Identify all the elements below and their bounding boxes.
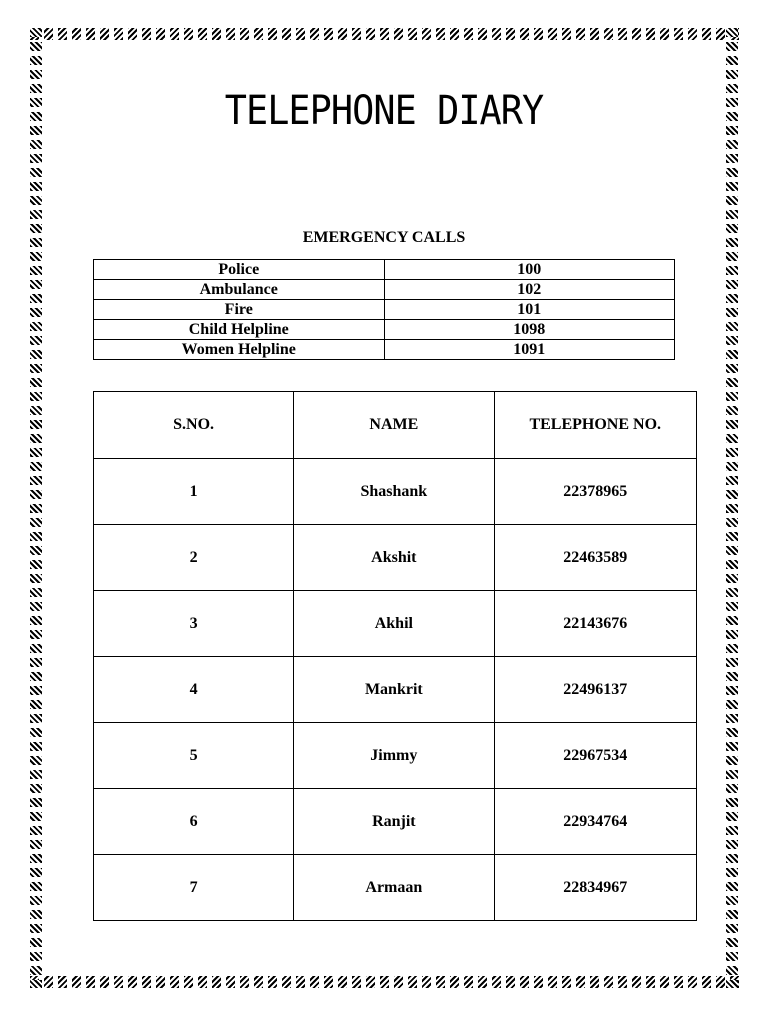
table-row	[94, 723, 697, 789]
table-row	[94, 260, 675, 280]
emergency-service: Police	[94, 260, 385, 280]
emergency-service: Child Helpline	[94, 320, 385, 340]
table-row	[94, 340, 675, 360]
contact-sno: 3	[94, 591, 294, 657]
contact-sno: 4	[94, 657, 294, 723]
table-row	[94, 657, 697, 723]
table-header-row	[94, 392, 697, 459]
contact-name: Mankrit	[294, 657, 494, 723]
column-header-telephone: TELEPHONE NO.	[494, 392, 697, 459]
contact-sno: 5	[94, 723, 294, 789]
decorative-border-top	[30, 28, 740, 40]
contact-phone: 22378965	[494, 459, 697, 525]
emergency-calls-heading: EMERGENCY CALLS	[302, 229, 466, 246]
contact-phone: 22934764	[494, 789, 697, 855]
decorative-border-left	[30, 28, 42, 988]
contact-phone: 22143676	[494, 591, 697, 657]
page-title: TELEPHONE DIARY	[224, 88, 544, 134]
emergency-number: 102	[384, 280, 675, 300]
contact-phone: 22463589	[494, 525, 697, 591]
table-row	[94, 591, 697, 657]
emergency-calls-table	[93, 259, 675, 360]
contact-name: Ranjit	[294, 789, 494, 855]
contact-sno: 7	[94, 855, 294, 921]
table-row	[94, 320, 675, 340]
contact-phone: 22967534	[494, 723, 697, 789]
table-row	[94, 280, 675, 300]
decorative-border-bottom	[30, 976, 740, 988]
emergency-service: Ambulance	[94, 280, 385, 300]
contact-name: Akshit	[294, 525, 494, 591]
contact-sno: 1	[94, 459, 294, 525]
contact-name: Jimmy	[294, 723, 494, 789]
emergency-number: 100	[384, 260, 675, 280]
contact-name: Armaan	[294, 855, 494, 921]
emergency-number: 101	[384, 300, 675, 320]
table-row	[94, 300, 675, 320]
emergency-number: 1091	[384, 340, 675, 360]
contact-sno: 6	[94, 789, 294, 855]
table-row	[94, 789, 697, 855]
table-row	[94, 525, 697, 591]
emergency-service: Fire	[94, 300, 385, 320]
column-header-sno: S.NO.	[94, 392, 294, 459]
emergency-number: 1098	[384, 320, 675, 340]
contact-sno: 2	[94, 525, 294, 591]
emergency-service: Women Helpline	[94, 340, 385, 360]
contact-name: Shashank	[294, 459, 494, 525]
contacts-table	[93, 391, 697, 921]
table-row	[94, 459, 697, 525]
contact-phone: 22834967	[494, 855, 697, 921]
contact-name: Akhil	[294, 591, 494, 657]
table-row	[94, 855, 697, 921]
decorative-border-right	[726, 28, 738, 988]
contact-phone: 22496137	[494, 657, 697, 723]
column-header-name: NAME	[294, 392, 494, 459]
